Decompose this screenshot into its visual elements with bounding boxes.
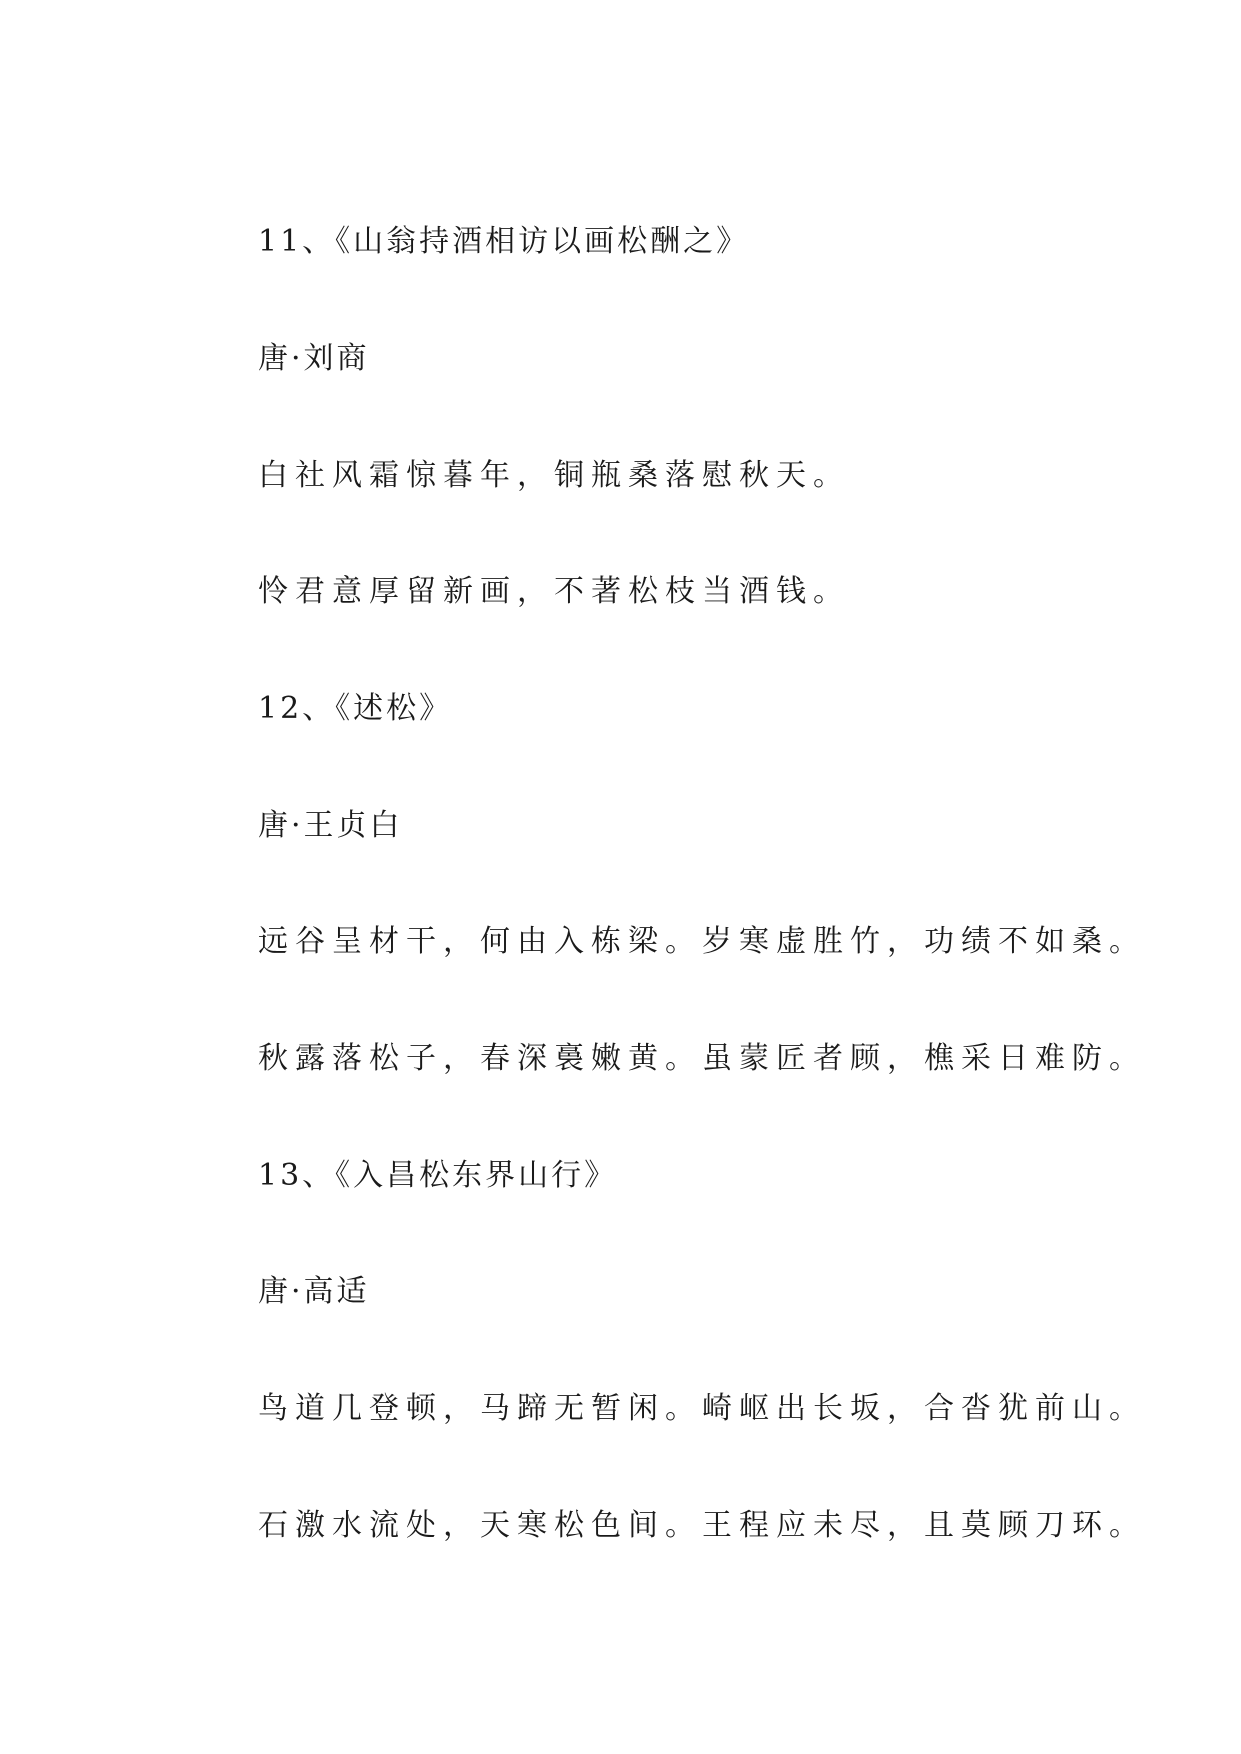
poem-line: 鸟道几登顿，马蹄无暂闲。崎岖出长坂，合沓犹前山。 [258,1391,1146,1426]
poem-title: 12、《述松》 [258,691,453,726]
poem-author: 唐·高适 [258,1274,370,1309]
poem-author: 唐·王贞白 [258,808,403,843]
poem-line: 远谷呈材干，何由入栋梁。岁寒虚胜竹，功绩不如桑。 [258,924,1146,959]
poem-line: 怜君意厚留新画，不著松枝当酒钱。 [258,574,850,609]
poem-line: 秋露落松子，春深裛嫩黄。虽蒙匠者顾，樵采日难防。 [258,1041,1146,1076]
poem-line: 白社风霜惊暮年，铜瓶桑落慰秋天。 [258,458,850,493]
poem-line: 石激水流处，天寒松色间。王程应未尽，且莫顾刀环。 [258,1508,1146,1543]
poem-title: 13、《入昌松东界山行》 [258,1158,618,1193]
poem-author: 唐·刘商 [258,341,370,376]
poem-title: 11、《山翁持酒相访以画松酬之》 [258,224,750,259]
